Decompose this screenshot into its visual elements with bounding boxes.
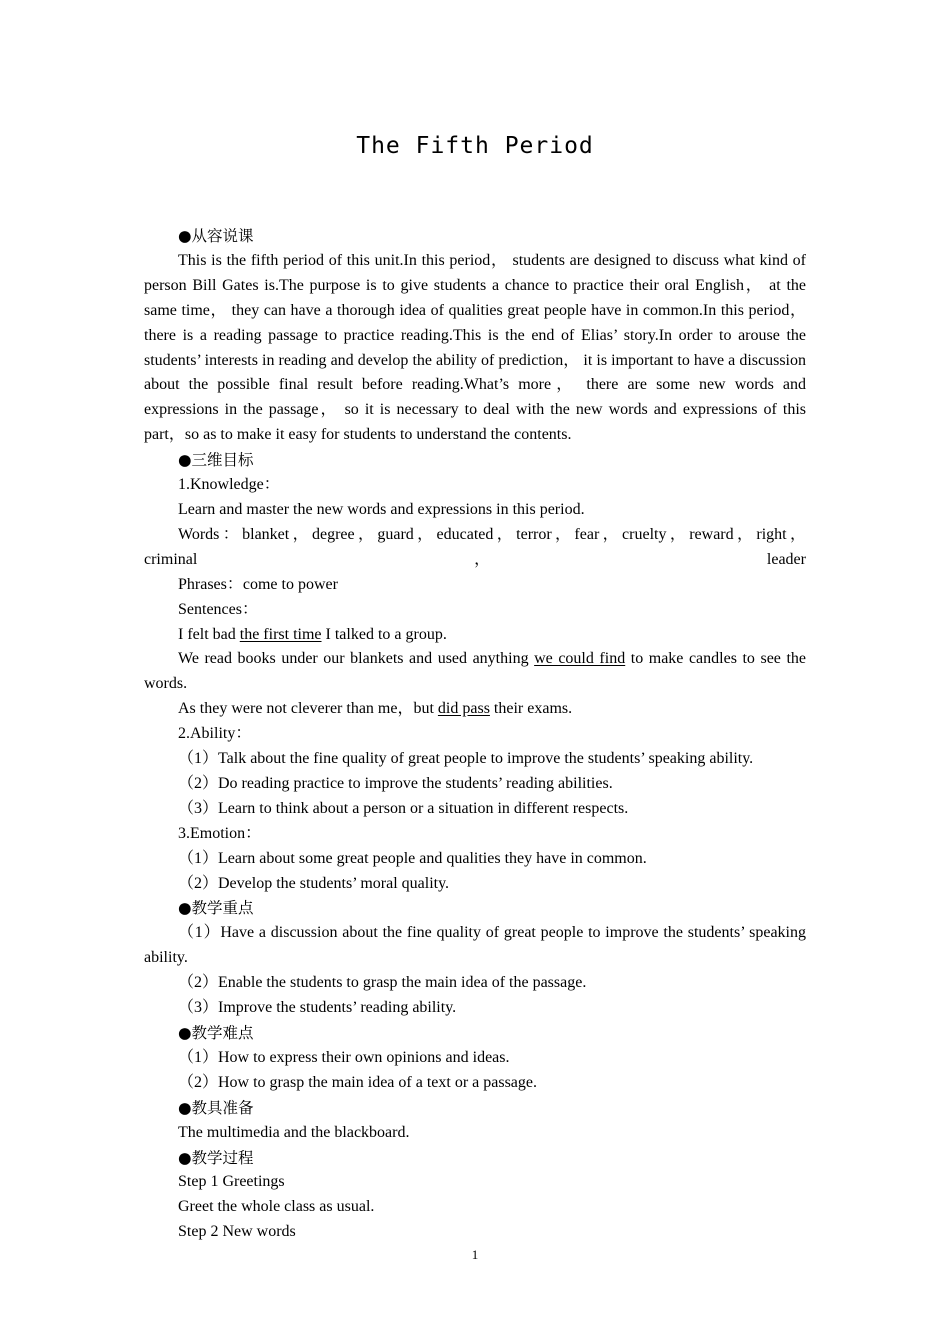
phrases-line: Phrases：come to power bbox=[178, 575, 338, 593]
difficulty-1: （1）How to express their own opinions and ideas. bbox=[178, 1048, 510, 1066]
sentence-3-underline: did pass bbox=[437, 700, 490, 718]
ability-item-1: （1）Talk about the fine quality of great people to improve the students’ speaking ability. bbox=[178, 750, 754, 768]
knowledge-label: 1.Knowledge： bbox=[178, 476, 280, 494]
section-heading-intro: ●从容说课 bbox=[178, 227, 254, 245]
sentence-1-part-b: I talked to a group. bbox=[321, 625, 447, 643]
sentence-1-underline: the first time bbox=[239, 625, 322, 643]
step-1-text: Greet the whole class as usual. bbox=[178, 1198, 375, 1216]
key-point-2: （2）Enable the students to grasp the main idea of the passage. bbox=[178, 974, 587, 992]
section-heading-process: ●教学过程 bbox=[178, 1148, 254, 1167]
key-point-3: （3）Improve the students’ reading ability. bbox=[178, 999, 457, 1017]
sentence-2-underline: we could find bbox=[534, 650, 626, 668]
sentence-2-part-a: We read books under our blankets and used anything bbox=[178, 650, 535, 668]
difficulty-2: （2）How to grasp the main idea of a text or a passage. bbox=[178, 1073, 538, 1091]
sentence-1-part-a: I felt bad bbox=[178, 625, 240, 643]
knowledge-text: Learn and master the new words and expressions in this period. bbox=[178, 500, 585, 518]
document-body bbox=[144, 224, 806, 1245]
sentence-1 bbox=[144, 623, 806, 648]
sentence-3-part-a: As they were not cleverer than me，but bbox=[178, 700, 438, 718]
key-point-1: （1）Have a discussion about the fine quality of great people to improve the students’ speaking ability. bbox=[144, 924, 806, 967]
step-1-title: Step 1 Greetings bbox=[178, 1173, 285, 1191]
emotion-label: 3.Emotion： bbox=[178, 824, 262, 842]
intro-paragraph: This is the fifth period of this unit.In this period， students are designed to discuss what kind of person Bill Gates is.The purpose is to give students a chance to practice their oral English， at the same time， they can have a thorough idea of qualities great people have in common.In this period， there is a reading passage to practice reading.This is the end of Elias’ story.In order to arouse the students’ interests in reading and develop the ability of prediction， it is important to have a discussion about the possible final result before reading.What’s more， there are some new words and expressions in the passage， so it is necessary to deal with the new words and expressions of this part，so as to make it easy for students to understand the contents. bbox=[144, 251, 806, 444]
words-line: Words：blanket，degree，guard，educated，terror，fear，cruelty，reward，right，criminal，leader bbox=[144, 525, 806, 568]
section-heading-tools: ●教具准备 bbox=[178, 1098, 254, 1117]
tools-text: The multimedia and the blackboard. bbox=[178, 1123, 410, 1141]
section-heading-goals: ●三维目标 bbox=[178, 451, 254, 470]
sentences-label: Sentences： bbox=[178, 600, 258, 618]
section-heading-difficulties: ●教学难点 bbox=[178, 1024, 254, 1042]
emotion-item-1: （1）Learn about some great people and qualities they have in common. bbox=[178, 849, 647, 867]
section-heading-key-points: ●教学重点 bbox=[178, 899, 254, 918]
page-title: The Fifth Period bbox=[356, 133, 594, 159]
sentence-2 bbox=[144, 647, 806, 697]
emotion-item-2: （2）Develop the students’ moral quality. bbox=[178, 874, 450, 892]
ability-item-3: （3）Learn to think about a person or a situation in different respects. bbox=[178, 799, 629, 817]
sentence-3 bbox=[144, 697, 806, 722]
ability-label: 2.Ability： bbox=[178, 725, 252, 743]
page-number: 1 bbox=[471, 1247, 479, 1262]
ability-item-2: （2）Do reading practice to improve the students’ reading abilities. bbox=[178, 774, 613, 792]
sentence-3-part-b: their exams. bbox=[489, 700, 573, 718]
step-2-title: Step 2 New words bbox=[178, 1223, 296, 1241]
sentence-2-part-b: to make candles to see the words. bbox=[144, 650, 806, 693]
